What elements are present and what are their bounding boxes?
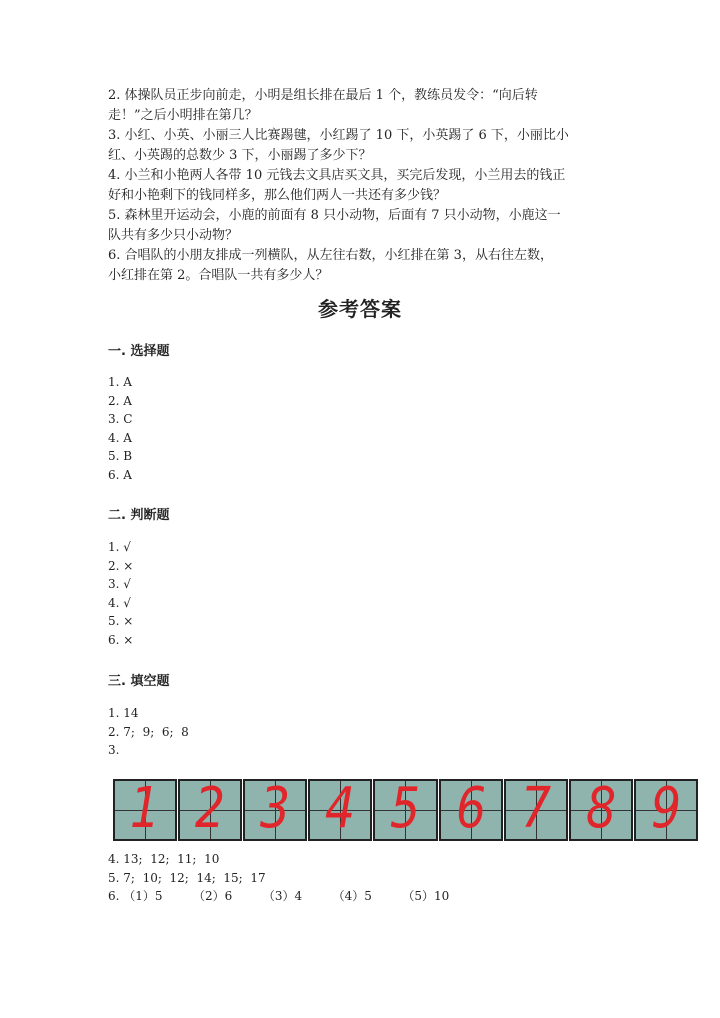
section-heading-fill: 三. 填空题: [108, 674, 170, 689]
digit-glyph: 5: [390, 776, 421, 841]
judge-answers: [108, 538, 133, 650]
digit-glyph: 4: [325, 776, 356, 841]
problem-3: 3. 小红、小英、小丽三人比赛踢毽，小红踢了 10 下，小英踢了 6 下，小丽比小 红、小英踢的总数少 3 下，小丽踢了多少下？: [108, 128, 569, 163]
list-item: 5. 7; 10; 12; 14; 15; 17: [108, 870, 266, 885]
list-item: 5. B: [108, 449, 133, 464]
problem-4: 4. 小兰和小艳两人各带 10 元钱去文具店买文具，买完后发现，小兰用去的钱正 好和小艳剩下的钱同样多，那么他们两人一共还有多少钱？: [108, 168, 566, 203]
digit-cell: [178, 776, 242, 841]
choice-answers: [108, 373, 132, 485]
list-item: 6. （1）5 （2）6 （3）4 （4）5 （5）10: [108, 889, 450, 904]
list-item: 2. 7; 9; 6; 8: [108, 724, 189, 739]
digit-glyph: 2: [195, 776, 226, 841]
problem-2: 2. 体操队员正步向前走，小明是组长排在最后 1 个，教练员发令：“向后转 走！”之后小明排在第几？: [108, 88, 538, 123]
digit-glyph: 3: [260, 776, 291, 841]
section-heading-judge: 二. 判断题: [108, 508, 170, 523]
list-item: 6. ×: [108, 632, 134, 647]
digit-cell: [504, 776, 568, 841]
digit-glyph: 1: [129, 776, 161, 841]
digit-cell: [308, 776, 372, 841]
section-heading-choice: 一. 选择题: [108, 344, 170, 359]
digit-glyph: 6: [455, 776, 486, 841]
list-item: 5. ×: [108, 614, 134, 629]
problem-6: 6. 合唱队的小朋友排成一列横队，从左往右数，小红排在第 3，从右往左数， 小红排在第 2。合唱队一共有多少人？: [108, 248, 553, 283]
digit-glyph: 7: [520, 776, 551, 841]
list-item: 2. A: [108, 393, 132, 408]
word-problems: [108, 86, 628, 286]
list-item: 1. 14: [108, 706, 139, 720]
list-item: 3. √: [108, 577, 131, 592]
list-item: 2. ×: [108, 558, 134, 573]
list-item: 6. A: [108, 467, 132, 482]
digit-cell: [439, 776, 503, 841]
fill-answers-before: [108, 704, 189, 760]
digit-cell: [569, 776, 633, 841]
list-item: 4. 13; 12; 11; 10: [108, 852, 220, 866]
list-item: 1. √: [108, 540, 131, 554]
list-item: 4. A: [108, 430, 132, 445]
problem-5: 5. 森林里开运动会，小鹿的前面有 8 只小动物，后面有 7 只小动物，小鹿这一 队共有多少只小动物？: [108, 208, 561, 243]
digit-cell: [373, 776, 437, 841]
digit-glyph: 9: [650, 776, 682, 841]
list-item: 1. A: [108, 375, 132, 389]
fill-answers-after: [108, 850, 449, 906]
list-item: 4. √: [108, 595, 131, 610]
digit-writing-grid: [113, 776, 698, 841]
list-item: 3. C: [108, 412, 133, 427]
digit-cell: [243, 776, 307, 841]
list-item: 3.: [108, 743, 120, 758]
digit-glyph: 8: [585, 776, 616, 841]
answer-title: 参考答案: [318, 297, 402, 321]
digit-cell: [634, 776, 698, 841]
digit-cell: [113, 776, 177, 841]
